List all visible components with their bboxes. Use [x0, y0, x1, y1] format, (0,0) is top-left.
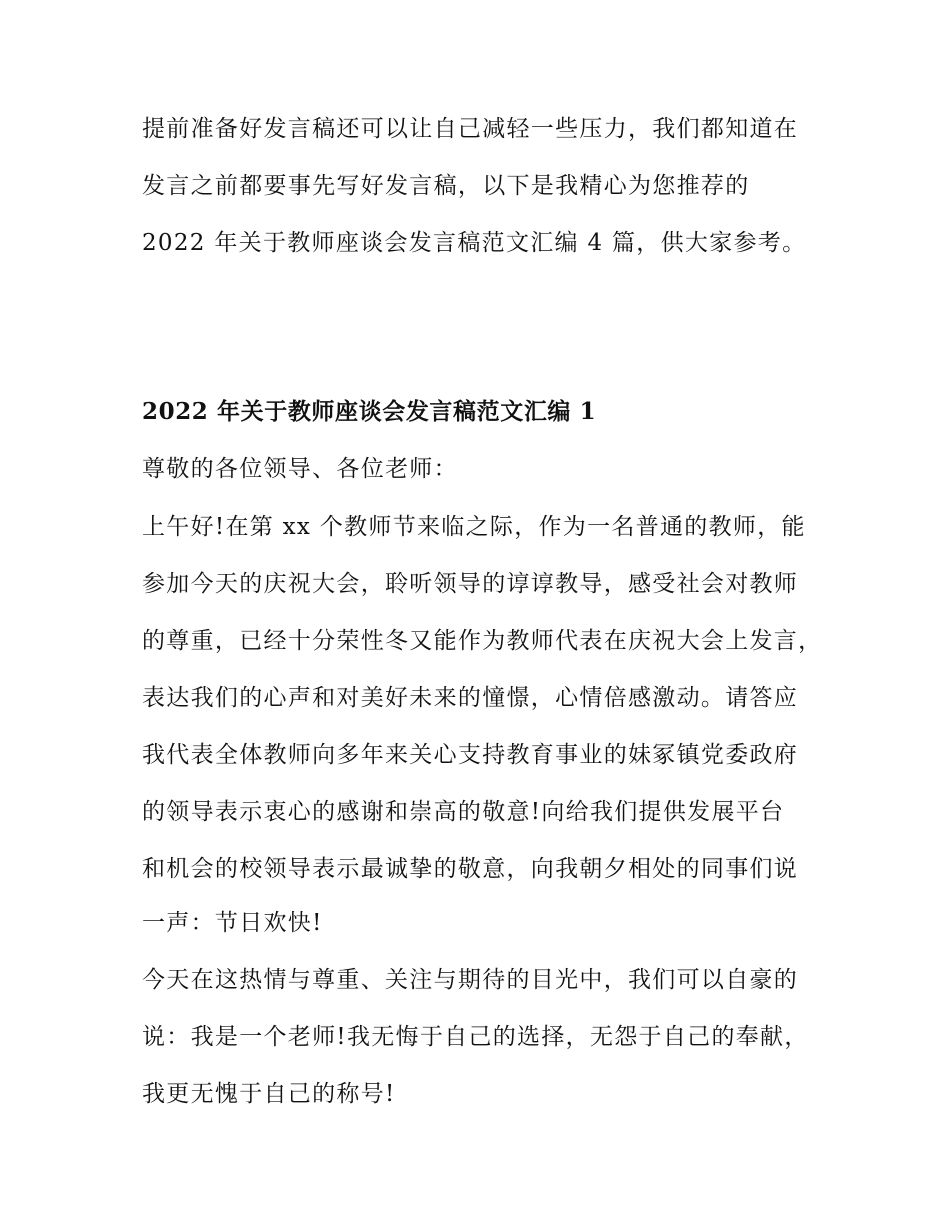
section-heading: 2022 年关于教师座谈会发言稿范文汇编 1 [142, 398, 597, 425]
body-line-12: 我更无愧于自己的称号! [142, 1081, 396, 1107]
body-line-1: 尊敬的各位领导、各位老师： [142, 456, 458, 482]
intro-line-3: 2022 年关于教师座谈会发言稿范文汇编 4 篇，供大家参考。 [142, 230, 807, 256]
body-line-7: 的领导表示衷心的感谢和崇高的敬意!向给我们提供发展平台 [142, 799, 785, 825]
body-line-3: 参加今天的庆祝大会，聆听领导的谆谆教导，感受社会对教师 [142, 571, 799, 597]
body-line-6: 我代表全体教师向多年来关心支持教育事业的妹冢镇党委政府 [142, 742, 799, 768]
body-line-9: 一声：节日欢快! [142, 910, 323, 936]
intro-line-2: 发言之前都要事先写好发言稿，以下是我精心为您推荐的 [142, 173, 750, 199]
body-line-10: 今天在这热情与尊重、关注与期待的目光中，我们可以自豪的 [142, 967, 799, 993]
body-line-2: 上午好!在第 xx 个教师节来临之际，作为一名普通的教师，能 [142, 514, 806, 540]
body-line-8: 和机会的校领导表示最诚挚的敬意，向我朝夕相处的同事们说 [142, 856, 799, 882]
body-line-11: 说：我是一个老师!我无悔于自己的选择，无怨于自己的奉献， [142, 1024, 809, 1050]
body-line-5: 表达我们的心声和对美好未来的憧憬，心情倍感激动。请答应 [142, 685, 799, 711]
body-line-4: 的尊重，已经十分荣性冬又能作为教师代表在庆祝大会上发言， [142, 628, 823, 654]
intro-line-1: 提前准备好发言稿还可以让自己减轻一些压力，我们都知道在 [142, 116, 799, 142]
